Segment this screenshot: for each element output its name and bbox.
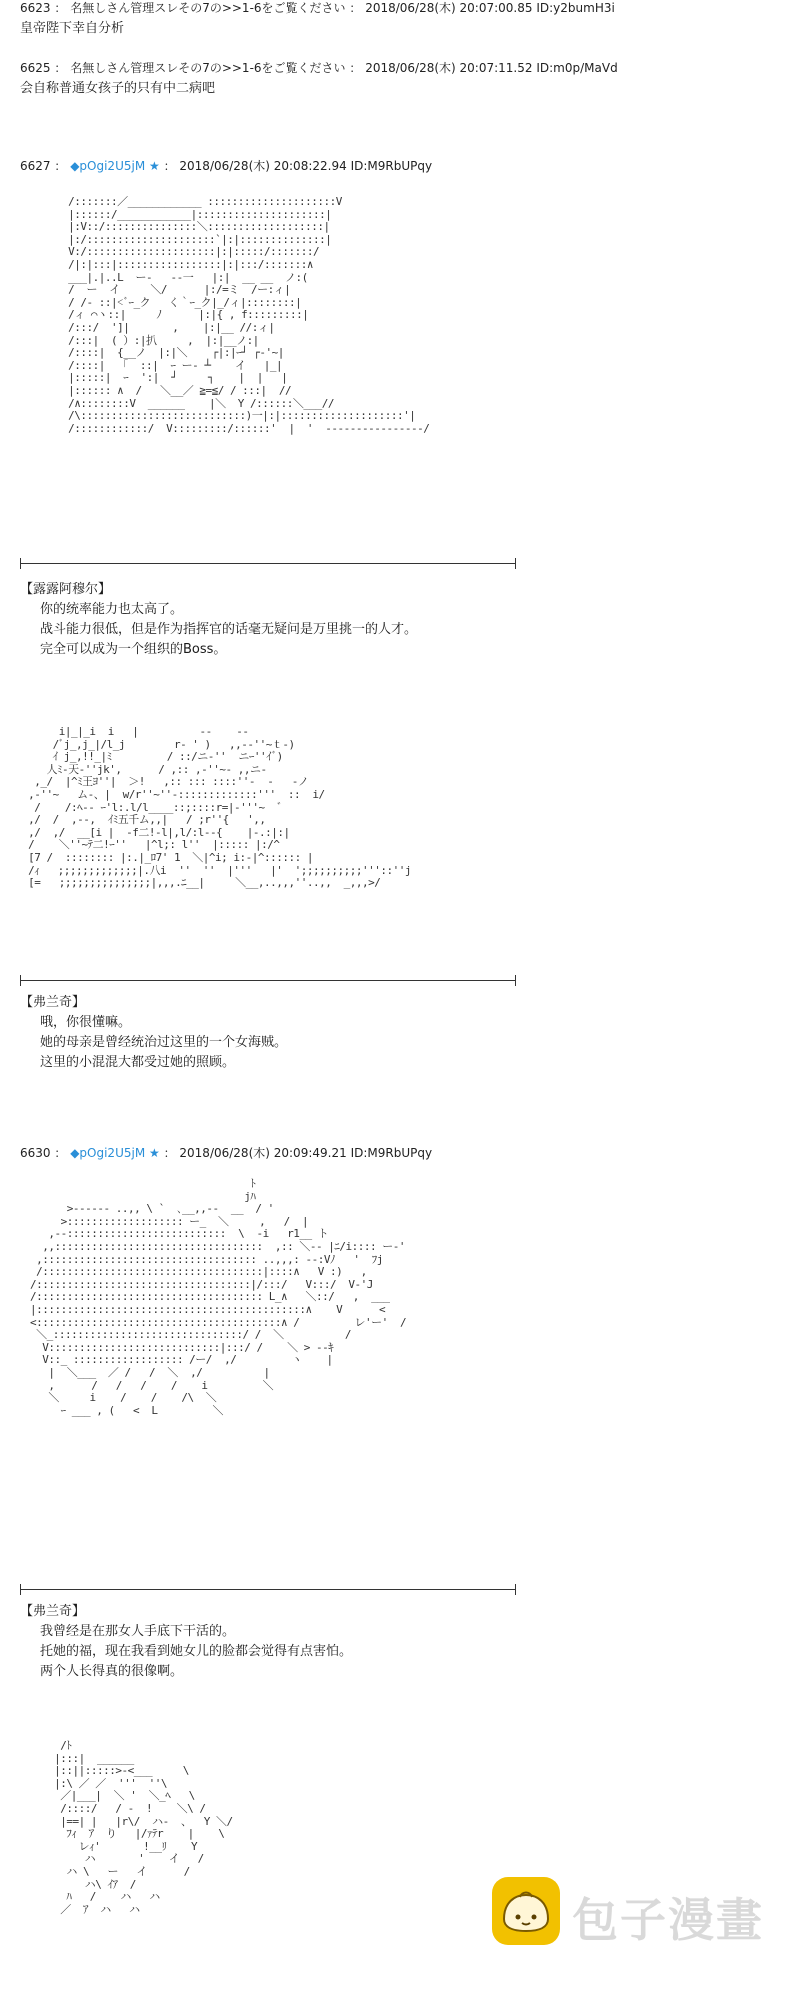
post-number: 6625 <box>20 61 51 75</box>
post-number: 6630 <box>20 1146 51 1160</box>
dialogue-block <box>20 1602 352 1682</box>
post-body: 会自称普通女孩子的只有中二病吧 <box>20 81 216 96</box>
poster-trip[interactable]: ◆pOgi2U5jM <box>70 159 146 173</box>
post-number: 6627 <box>20 159 51 173</box>
post-header: 6630 ： ◆pOgi2U5jM ★ ： 2018/06/28(木) 20:09:49.21 ID:M9RbUPqy <box>20 1146 433 1160</box>
post-id[interactable]: ID:M9RbUPqy <box>350 1146 433 1160</box>
post-id[interactable]: ID:y2bumH3i <box>536 1 615 15</box>
dialogue-line: 战斗能力很低，但是作为指挥官的话毫无疑问是万里挑一的人才。 <box>40 622 418 637</box>
baozi-bun-logo-icon <box>490 1875 562 1947</box>
post-header: 6623 ： 名無しさん管理スレその7の>>1-6をご覧ください ： 2018/06/28(木) 20:07:00.85 ID:y2bumH3i <box>20 1 615 15</box>
dialogue-line: 你的统率能力也太高了。 <box>40 602 184 617</box>
post-body: 皇帝陛下幸自分析 <box>20 21 125 36</box>
star-icon: ★ <box>149 159 160 173</box>
post-number: 6623 <box>20 1 51 15</box>
ascii-art-franky: i|_|_i i | ‐‐ ‐‐ /ﾞj_,j_|/l_j r‐ ' ) ,,-‐''~ｔ-) ｲ j_,!!_|ﾐ / ::/ニ-'' ニｰ''ｲﾞ) 人ﾐ-天-''jk', / ,:: ,-''~- ,,ニ- ,_/ |^ﾐ王ﾖ''| ＞! ,:: ::: ::::''- - ‐ノ ,-''~ ム-、| w/r''~''‐:::::::::::::''' :: i/ / /:ﾍ-‐ ｰ'l:.l/l____::;::::r=|‐'''~ ゛ ,/ / ,--, ｲﾐ五千ム,,| / ;r''{ ',, ,/ ,/ __[i | ‐f二!-l|,l/:l‐-{ |-.:|:| / ＼''~ﾃ二!ｰ'' |^l;: l'' |::::: |:/^ [7 / :::::::: |:.|_ﾛ7' 1 ＼|^i; i:-|^:::::: | /ｨ ;;;;;;;;;;;;;|.八i '' '' |''' |' ';;;;;;;;;;'''::''j [= ;;;;;;;;;;;;;;;|,,,.ﾆ__| ＼__,..,,,''..,, _,,,>/ <box>28 725 411 890</box>
watermark-text: 包子漫畫 <box>572 1893 764 1947</box>
dialogue-line: 完全可以成为一个组织的Boss。 <box>40 642 227 657</box>
speaker-name: 【露露阿穆尔】 <box>20 582 112 597</box>
dialogue-line: 两个人长得真的很像啊。 <box>40 1664 184 1679</box>
divider <box>20 1589 516 1590</box>
poster-trip[interactable]: ◆pOgi2U5jM <box>70 1146 146 1160</box>
divider <box>20 563 516 564</box>
post-6630 <box>20 1145 620 1161</box>
post-id[interactable]: ID:M9RbUPqy <box>350 159 433 173</box>
post-6625 <box>20 60 620 98</box>
post-date: 2018/06/28(木) 20:07:11.52 <box>365 61 533 75</box>
post-header: 6627 ： ◆pOgi2U5jM ★ ： 2018/06/28(木) 20:08:22.94 ID:M9RbUPqy <box>20 159 433 173</box>
post-6627 <box>20 158 620 174</box>
dialogue-line: 我曾经是在那女人手底下干活的。 <box>40 1624 236 1639</box>
watermark <box>490 1870 780 1950</box>
divider <box>20 980 516 981</box>
dialogue-block <box>20 580 417 660</box>
post-date: 2018/06/28(木) 20:07:00.85 <box>365 1 533 15</box>
dialogue-line: 她的母亲是曾经统治过这里的一个女海贼。 <box>40 1035 288 1050</box>
ascii-art-lulu: /:::::::／____________ :::::::::::::::::::::V |::::::/____________|:::::::::::::::::::::| |:V::/:::::::::::::::＼:::::::::::::::::::| |:/:::::::::::::::::::::`|:|::::::::::::::| V:/:::::::::::::::::::::|:|:::::/:::::::/ /|:|:::|:::::::::::::::::|:|:::/:::::::∧ ___|.|..L ー‐ ‐‐一 |:| __ __ ノ:( / ー イ ＼/ |:/=ミ /ー:ィ| / /‐ ::|<ﾞｰ_ク く｀ｰ_ク|_/ィ|::::::::| /ィ ⌒ヽ::| ﾉ |:|{ , f:::::::::| /:::/ ']| , |:|__ //:ィ| /:::| ( ）:|扒 , |:|__ノ:| /::::| {__ノ |:|＼ ┌|:|ｰ┘ ┌‐'~| /::::| 「 ::| ｰ ー‐ ┴ イ |_| |:::::| ｰ ':| ┘ ┐ | | | |:::::: ∧ / ＼__／ ≧=≦/ / :::| // /∧::::::::V ______ |＼ Y /::::::＼___// /\:::::::::::::::::::::::::::)一|:|::::::::::::::::::::'| /::::::::::::/ V:::::::::/::::::' | ' ----------------/ <box>68 195 430 435</box>
post-id[interactable]: ID:m0p/MaVd <box>536 61 618 75</box>
poster-name: 名無しさん管理スレその7の>>1-6をご覧ください <box>70 61 346 75</box>
dialogue-line: 哦，你很懂嘛。 <box>40 1015 132 1030</box>
post-header: 6625 ： 名無しさん管理スレその7の>>1-6をご覧ください ： 2018/06/28(木) 20:07:11.52 ID:m0p/MaVd <box>20 61 618 75</box>
dialogue-block <box>20 993 287 1073</box>
speaker-name: 【弗兰奇】 <box>20 995 86 1010</box>
post-date: 2018/06/28(木) 20:09:49.21 <box>179 1146 347 1160</box>
ascii-art-franky-arm: ﾄ jﾊ >-‐‐‐‐‐ ..,, \ ` ､__,,-- __ / ' >::::::::::::::::::: ー_ ＼ , / | ,--:::::::::::::::::::::::::: \ -i r1__ ト ,,:::::::::::::::::::::::::::::::::: ,:: ＼-- |ﾆ/i:::: ー‐' ,::::::::::::::::::::::::::::::::::: ..,,,: --:Vﾉ ' ﾌj /::::::::::::::::::::::::::::::::::::|::::∧ V :) , /:::::::::::::::::::::::::::::::::::|/:::/ V:::/ V-'J /::::::::::::::::::::::::::::::::::::: L_∧ ＼::/ , ___ |::::::::::::::::::::::::::::::::::::::::::::∧ V < <::::::::::::::::::::::::::::::::::::::::∧ / レ'ー' / ＼_:::::::::::::::::::::::::::::::/ / ＼ / V::::::::::::::::::::::::::::|:::/ / ＼ > ‐‐ｷ V::_ :::::::::::::::::: /ー/ ,/ ヽ | | ＼___ ／ / / ＼ ,/ | , / / / / i ＼ ＼ i / / /\ ＼ ｰ ___ , ( < L ＼ <box>30 1177 407 1417</box>
star-icon: ★ <box>149 1146 160 1160</box>
dialogue-line: 这里的小混混大都受过她的照顾。 <box>40 1055 236 1070</box>
ascii-art-girl: /ﾄ |:::| ______ |::||:::::>-<___ \ |:\ ／ ／ ''' ''\ ／|___| ＼ ' ＼_ﾍ \ /::::/ / - ! ＼\ / |==| | |r\/ ハ- 、 Y ＼/ ﾌｨ ｱ り |/ｧﾃr | \ レｨ' !__ﾘ Y ハ ' イ / ハ \ ー イ / ハ\ ｲｱ / ﾊ / ハ ハ ／ ｱ ハ ハ <box>54 1739 233 1916</box>
post-date: 2018/06/28(木) 20:08:22.94 <box>179 159 347 173</box>
post-6623 <box>20 0 620 38</box>
dialogue-line: 托她的福，现在我看到她女儿的脸都会觉得有点害怕。 <box>40 1644 353 1659</box>
speaker-name: 【弗兰奇】 <box>20 1604 86 1619</box>
poster-name: 名無しさん管理スレその7の>>1-6をご覧ください <box>70 1 346 15</box>
